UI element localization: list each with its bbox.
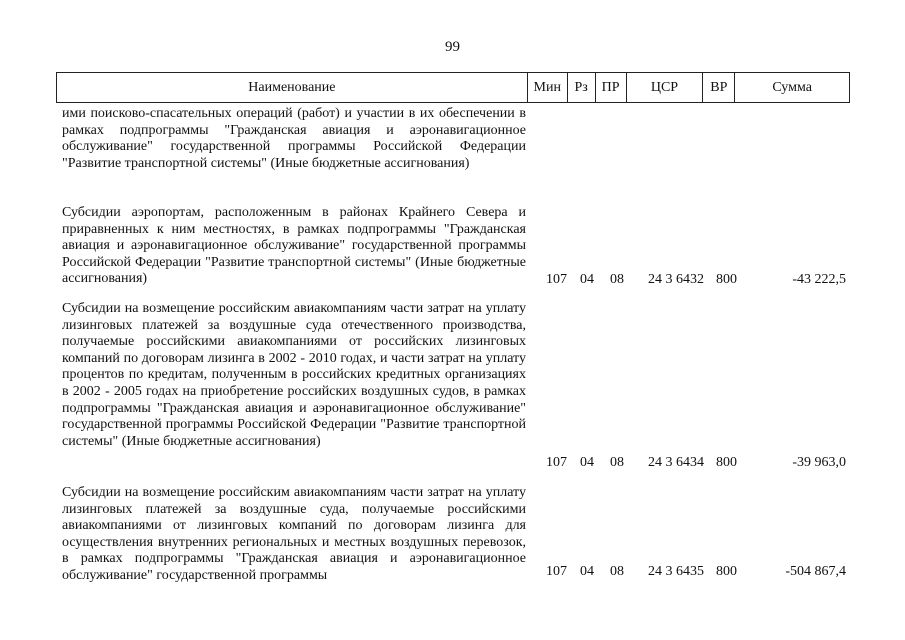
table-header [56,72,850,103]
row-pr: 08 [610,272,624,287]
row-sum: -39 963,0 [792,455,846,470]
row-min: 107 [546,455,567,470]
row-min: 107 [546,272,567,287]
row-vr: 800 [716,455,737,470]
row-vr: 800 [716,564,737,579]
row-vr: 800 [716,272,737,287]
header-min: Мин [528,73,568,102]
row-sum: -504 867,4 [785,564,846,579]
header-pr: ПР [596,73,627,102]
row-pr: 08 [610,564,624,579]
row-min: 107 [546,564,567,579]
header-sum: Сумма [772,79,812,95]
row-csr: 24 3 6435 [648,564,704,579]
row-sum: -43 222,5 [792,272,846,287]
row-description: Субсидии аэропортам, расположенным в районах Крайнего Севера и приравненных к ним местностях, в рамках подпрограммы "Гражданская авиация и аэронавигационное обслуживание" государственной программы Российской Федерации "Развитие транспортной системы" (Иные бюджетные ассигнования) [62,205,526,287]
header-rz: Рз [568,73,596,102]
row-description: ими поисково-спасательных операций (работ) и участии в их обеспечении в рамках подпрограммы "Гражданская авиация и аэронавигационное обслуживание" государственной программы Российской Федерации "Развитие транспортной системы" (Иные бюджетные ассигнования) [62,106,526,171]
row-description: Субсидии на возмещение российским авиакомпаниям части затрат на уплату лизинговых платежей за воздушные суда отечественного производства, получаемые российскими авиакомпаниями от российских лизинговых компаний по договорам лизинга в 2002 - 2010 годах, и части затрат на уплату процентов по кредитам, полученным в российских кредитных организациях в 2002 - 2005 годах на приобретение российских воздушных судов, в рамках подпрограммы "Гражданская авиация и аэронавигационное обслуживание" государственной программы Российской Федерации "Развитие транспортной системы" (Иные бюджетные ассигнования) [62,301,526,449]
header-name: Наименование [57,73,528,102]
row-description: Субсидии на возмещение российским авиакомпаниям части затрат на уплату лизинговых платежей за воздушные суда, получаемые российскими авиакомпаниями от лизинговых компаний по договорам лизинга для осуществления внутренних региональных и местных воздушных перевозок, в рамках подпрограммы "Гражданская авиация и аэронавигационное обслуживание" государственной программы [62,485,526,583]
row-rz: 04 [580,455,594,470]
row-csr: 24 3 6432 [648,272,704,287]
row-pr: 08 [610,455,624,470]
header-csr: ЦСР [627,73,704,102]
page-number: 99 [445,39,460,55]
row-rz: 04 [580,564,594,579]
header-vr: ВР [703,73,735,102]
row-rz: 04 [580,272,594,287]
row-csr: 24 3 6434 [648,455,704,470]
